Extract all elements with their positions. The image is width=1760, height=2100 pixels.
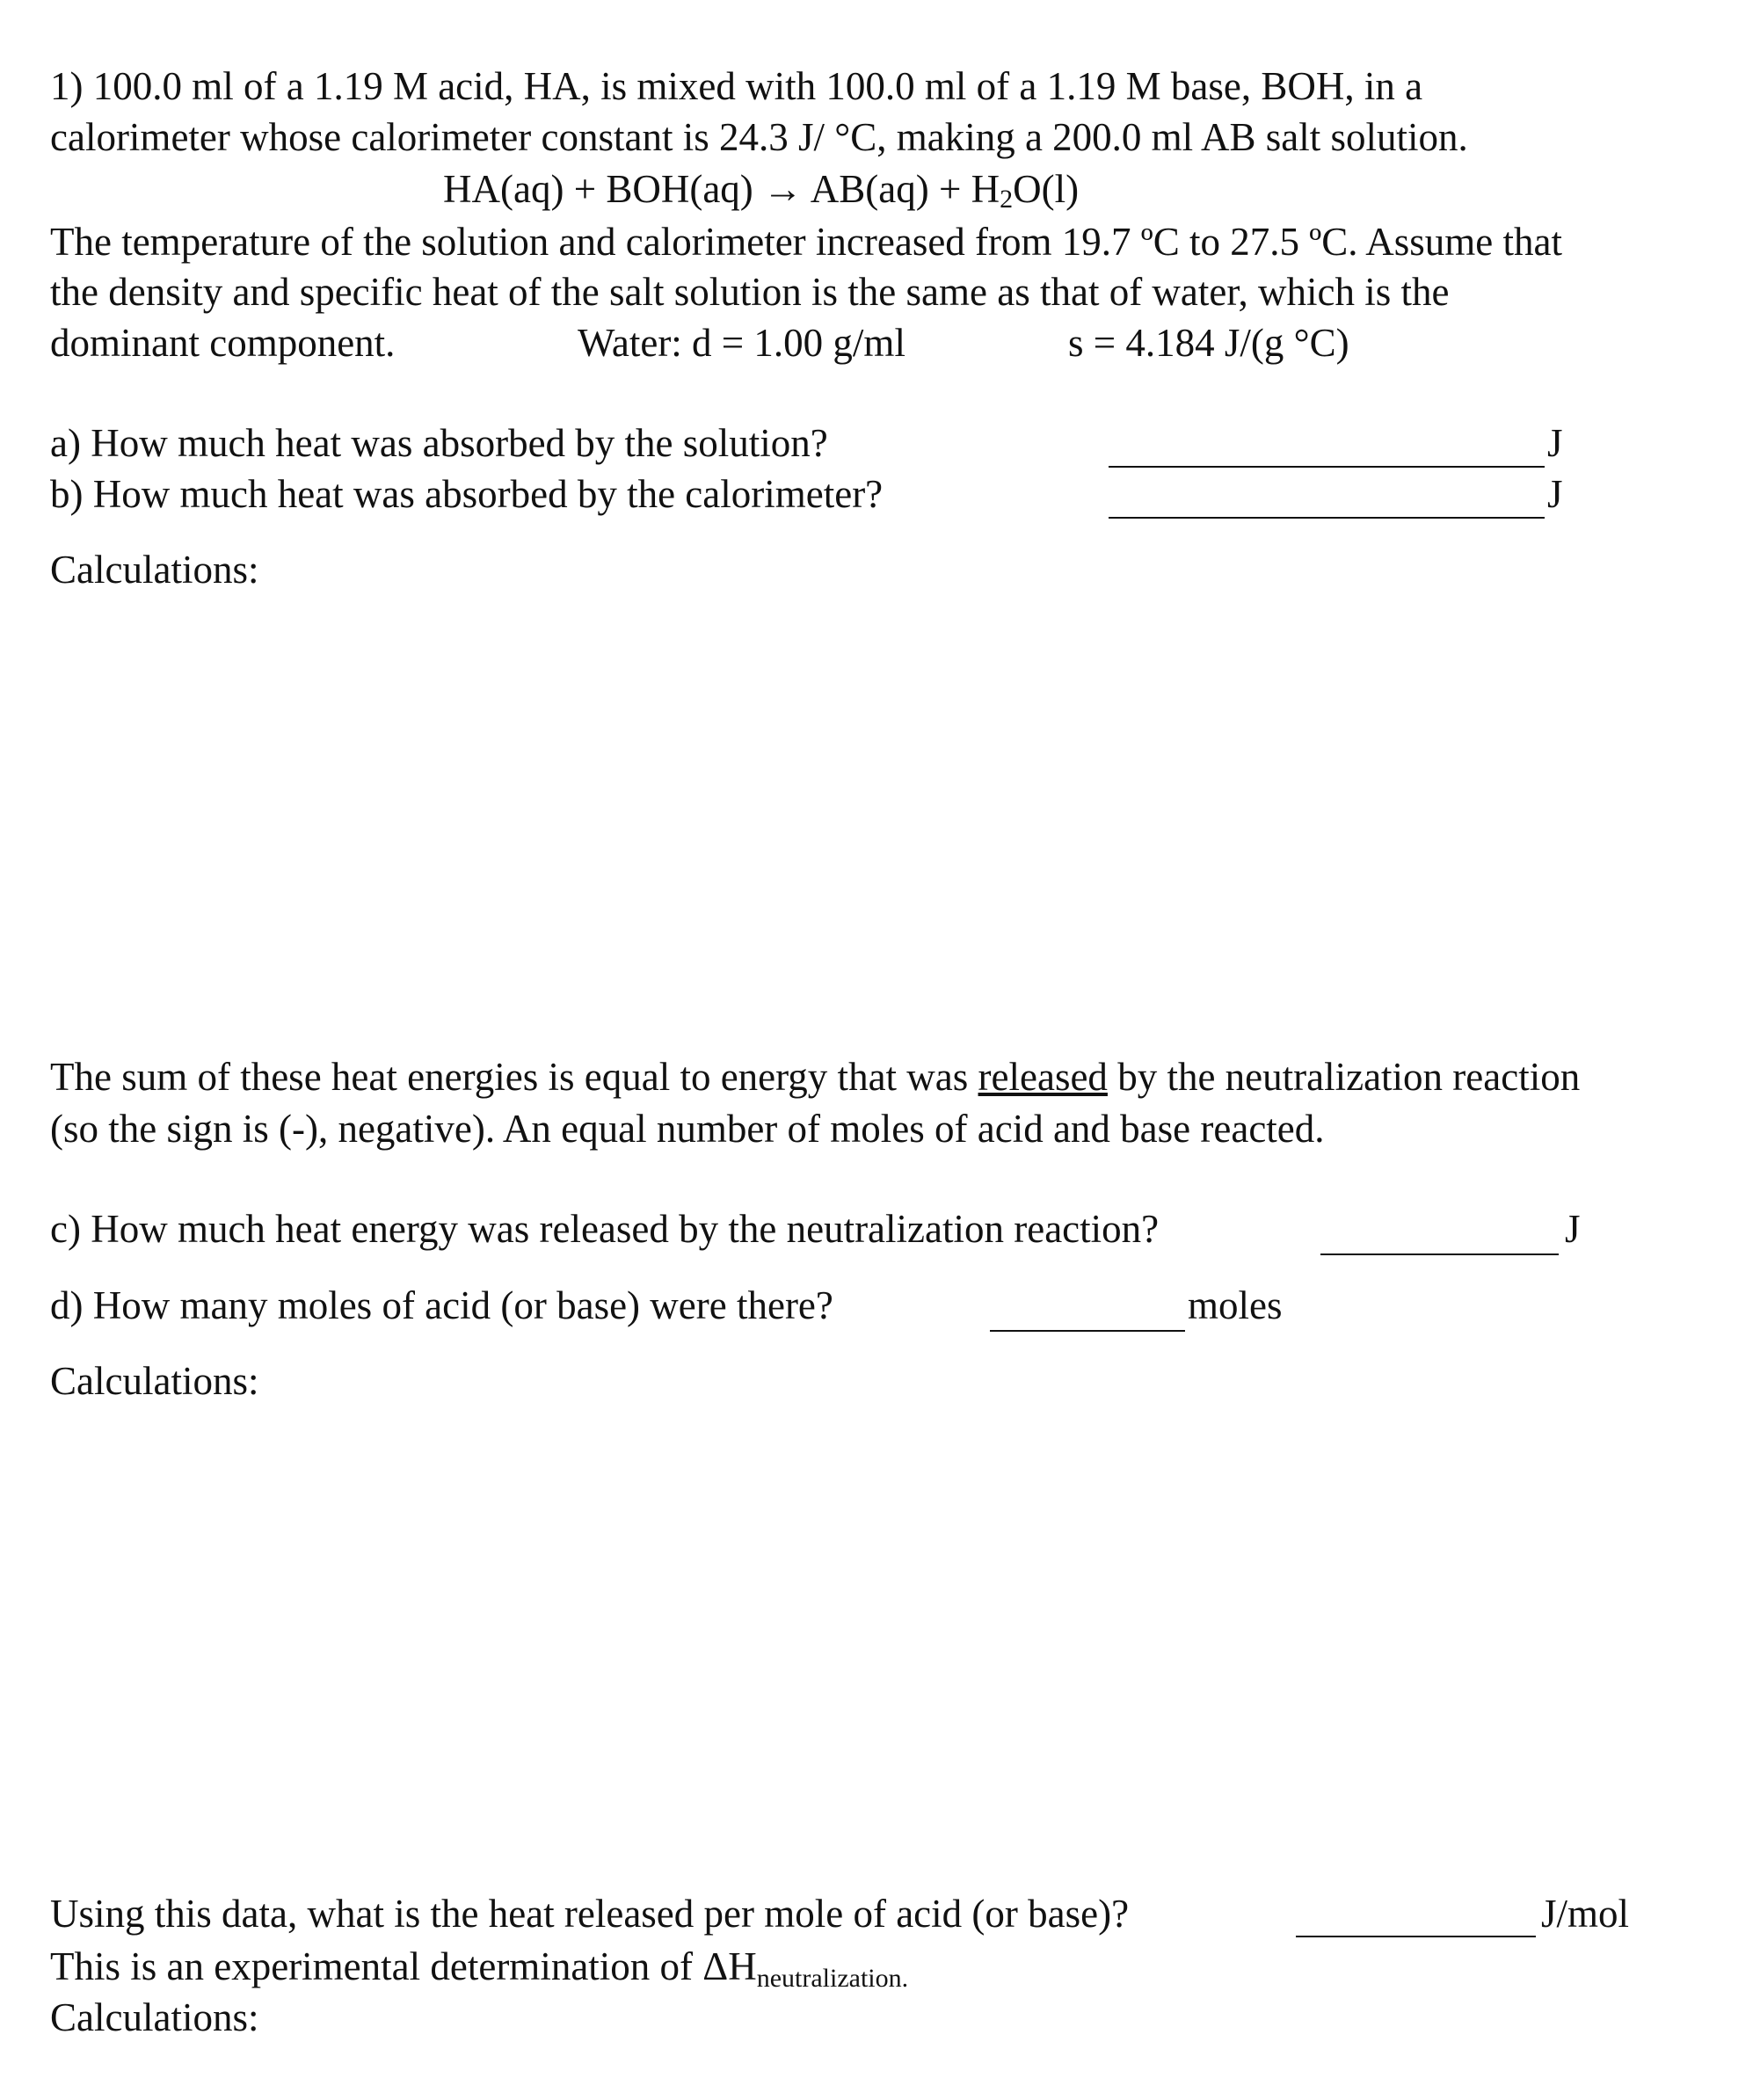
answer-a-unit: J xyxy=(1547,421,1563,465)
reaction-equation xyxy=(443,163,1079,214)
equation-left: HA(aq) + BOH(aq) → AB(aq) + H xyxy=(443,167,1000,211)
question-c: c) How much heat energy was released by the neutralization reaction? xyxy=(50,1207,1160,1251)
specific-heat: s = 4.184 J/(g °C) xyxy=(1068,321,1349,365)
equation-subscript: 2 xyxy=(1000,185,1014,214)
question-a: a) How much heat was absorbed by the solution? xyxy=(50,421,828,465)
question-d: d) How many moles of acid (or base) were there? xyxy=(50,1283,833,1327)
answer-b-blank[interactable] xyxy=(1109,517,1545,519)
delta-h-line xyxy=(50,1941,908,1992)
problem-line-5: the density and specific heat of the salt solution is the same as that of water, which is the xyxy=(50,270,1450,314)
delta-h-subscript: neutralization. xyxy=(756,1964,909,1993)
calculations-label-3: Calculations: xyxy=(50,1995,259,2039)
calculations-label-1: Calculations: xyxy=(50,548,259,592)
problem-line-6: dominant component. xyxy=(50,321,396,365)
problem-line-4: The temperature of the solution and calorimeter increased from 19.7 ºC to 27.5 ºC. Assume that xyxy=(50,220,1562,264)
sum-line-1 xyxy=(50,1051,1580,1102)
sum-text-post: by the neutralization reaction xyxy=(1107,1055,1581,1099)
question-b: b) How much heat was absorbed by the calorimeter? xyxy=(50,472,884,516)
released-underlined: released xyxy=(978,1055,1108,1099)
delta-h-text: This is an experimental determination of ΔH xyxy=(50,1944,757,1988)
problem-line-2: calorimeter whose calorimeter constant is 24.3 J/ °C, making a 200.0 ml AB salt solution. xyxy=(50,115,1468,159)
answer-e-unit: J/mol xyxy=(1541,1892,1630,1936)
question-e: Using this data, what is the heat released per mole of acid (or base)? xyxy=(50,1892,1130,1936)
answer-e-blank[interactable] xyxy=(1296,1936,1536,1937)
answer-b-unit: J xyxy=(1547,472,1563,516)
calculations-label-2: Calculations: xyxy=(50,1359,259,1403)
sum-text-pre: The sum of these heat energies is equal to energy that was xyxy=(50,1055,978,1099)
answer-d-unit: moles xyxy=(1188,1283,1283,1327)
answer-a-blank[interactable] xyxy=(1109,466,1545,468)
answer-c-blank[interactable] xyxy=(1320,1253,1559,1255)
water-density: Water: d = 1.00 g/ml xyxy=(578,321,905,365)
answer-d-blank[interactable] xyxy=(990,1330,1185,1332)
problem-line-1: 1) 100.0 ml of a 1.19 M acid, HA, is mixed with 100.0 ml of a 1.19 M base, BOH, in a xyxy=(50,64,1423,108)
equation-right: O(l) xyxy=(1013,167,1080,211)
sum-line-2: (so the sign is (-), negative). An equal number of moles of acid and base reacted. xyxy=(50,1107,1325,1151)
answer-c-unit: J xyxy=(1565,1207,1581,1251)
